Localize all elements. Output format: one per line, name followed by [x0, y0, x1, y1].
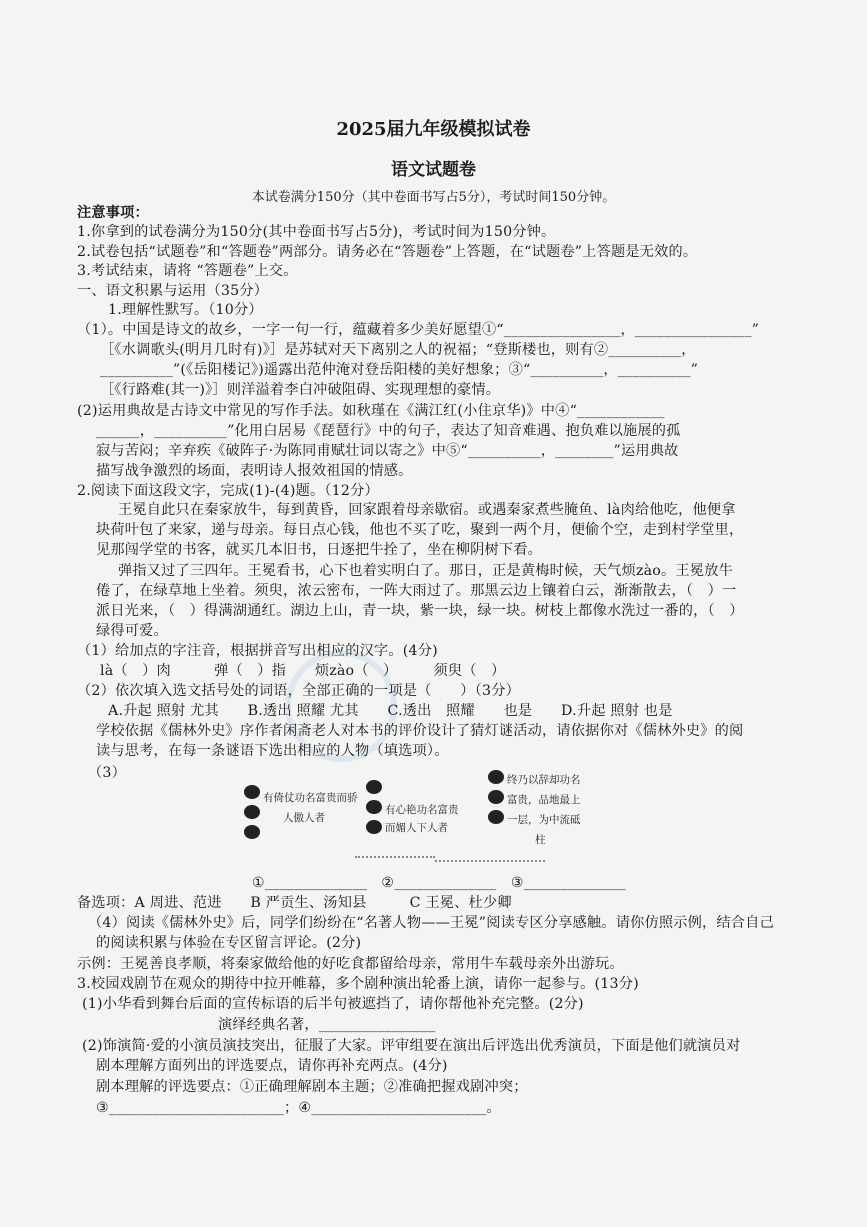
question-label: （3）	[88, 765, 127, 781]
example-line: 示例：王冕善良孝顺，将秦家做给他的好吃食都留给母亲，常用牛车载母亲外出游玩。	[77, 956, 624, 972]
exam-subtitle: 语文试题卷	[391, 160, 476, 180]
riddle-3-line: 终乃以辞却功名	[507, 774, 581, 786]
question-line: (2)饰演简·爱的小演员演技突出，征服了大家。评审组要在演出后评选出优秀演员，下面是他们就演员对	[82, 1038, 741, 1054]
q1-line: 寂与苦闷；辛弃疾《破阵子·为陈同甫赋壮词以寄之》中⑤“__________，________”运用典故	[96, 443, 679, 459]
question-line: 的阅读积累与体验在专区留言评论。(2分)	[96, 935, 362, 951]
riddle-answer-blanks: ①______________ ②______________ ③______________	[252, 875, 626, 891]
passage-line: 块荷叶包了来家，递与母亲。每日点心钱，他也不买了吃，聚到一两个月，便偷个空，走到村学堂里，	[96, 522, 744, 538]
question-line: （2）依次填入选文括号处的词语，全部正确的一项是（ ）（3分）	[77, 683, 520, 699]
passage-line: 派日光来，（ ）得满湖通红。湖边上山，青一块，紫一块，绿一块。树枝上都像水洗过一番的，（ ）	[96, 603, 744, 619]
riddle-3-line: 富贵，品地最上	[507, 794, 581, 806]
q1-line: ［《行路难(其一)》］则洋溢着李白冲破阻碍、实现理想的豪情。	[100, 382, 501, 398]
question-line: 学校依据《儒林外史》序作者闲斋老人对本书的评价设计了猜灯谜活动，请依据你对《儒林外史》的阅	[96, 723, 744, 739]
riddle-1-line: 人傲人者	[283, 812, 325, 824]
q1-line: __________”(《岳阳楼记》)遥露出范仲淹对登岳阳楼的美好想象；③“__________，__________”	[100, 362, 699, 378]
question-title: 2.阅读下面这段文字，完成(1)-(4)题。（12分）	[77, 483, 379, 499]
exam-summary: 本试卷满分150分（其中卷面书写占5分），考试时间150分钟。	[251, 190, 616, 205]
question-title: 3.校园戏剧节在观众的期待中拉开帷幕，多个剧种演出轮番上演，请你一起参与。(13分)	[77, 976, 639, 992]
question-line: 读与思考，在每一条谜语下选出相应的人物（填选项）。	[96, 743, 449, 759]
lantern-icon	[365, 780, 383, 858]
options-line: A.升起 照射 尤其 B.透出 照耀 尤其 C.透出 照耀 也是 D.升起 照射 也是	[108, 703, 673, 719]
cloud-decoration	[435, 854, 545, 862]
riddle-2-line: 而媚人下人者	[385, 822, 448, 834]
question-title: 1.理解性默写。（10分）	[108, 302, 263, 318]
note-item: 2.试卷包括“试题卷”和“答题卷”两部分。请务必在“答题卷”上答题，在“试题卷”上答题是无效的。	[77, 244, 698, 260]
answer-line: 演绎经典名著，________________	[218, 1017, 436, 1033]
q1-line: 描写战争激烈的场面，表明诗人报效祖国的情感。	[96, 463, 413, 479]
riddle-1-line: 有倚仗功名富贵而骄	[263, 792, 358, 804]
passage-line: 弹指又过了三四年。王冕看书，心下也着实明白了。那日，正是黄梅时候，天气烦zào。王冕放牛	[118, 563, 733, 579]
answer-line: ③________________________；④________________________。	[96, 1100, 501, 1116]
question-line: 剧本理解的评选要点：①正确理解剧本主题；②准确把握戏剧冲突；	[96, 1079, 528, 1095]
question-line: （4）阅读《儒林外史》后，同学们纷纷在“名著人物——王冕”阅读专区分享感触。请你仿照示例，结合自己	[88, 915, 774, 931]
passage-line: 王冕自此只在秦家放牛，每到黄昏，回家跟着母亲歇宿。或遇秦家煮些腌鱼、là肉给他吃，他便拿	[118, 502, 736, 518]
q1-line: ［《水调歌头(明月几时有)》］是苏轼对天下离别之人的祝福；“登斯楼也，则有②__________，	[100, 342, 696, 358]
passage-line: 见那闯学堂的书客，就买几本旧书，日逐把牛拴了，坐在柳阴树下看。	[96, 542, 543, 558]
question-line: là（ ）肉 弹（ ）指 烦zào（ ） 须臾（ ）	[100, 663, 506, 679]
riddle-3-line: 柱	[535, 834, 546, 846]
passage-line: 倦了，在绿草地上坐着。须臾，浓云密布，一阵大雨过了。那黑云边上镶着白云，渐渐散去，（ ）一	[96, 583, 737, 599]
choices-line: 备选项：A 周进、范进 B 严贡生、汤知县 C 王冕、杜少卿	[77, 895, 512, 911]
note-item: 3.考试结束，请将 “答题卷”上交。	[77, 263, 298, 279]
q1-line: ______，__________”化用白居易《琵琶行》中的句子，表达了知音难遇、抱负难以施展的孤	[96, 423, 681, 439]
exam-title: 2025届九年级模拟试卷	[336, 119, 531, 140]
cloud-decoration	[355, 850, 435, 858]
section-heading: 一、语文积累与运用（35分）	[77, 283, 269, 299]
q1-line: （1）。中国是诗文的故乡，一字一句一行，蕴藏着多少美好愿望①“________________，________________”	[77, 322, 760, 338]
riddle-2-line: 有心艳功名富贵	[385, 804, 459, 816]
notes-heading: 注意事项：	[77, 205, 149, 221]
question-line: （1）给加点的字注音，根据拼音写出相应的汉字。(4分)	[77, 643, 438, 659]
question-line: 剧本理解方面列出的评选要点，请你再补充两点。(4分)	[96, 1058, 448, 1074]
q1-line: (2)运用典故是古诗文中常见的写作手法。如秋瑾在《满江红(小住京华)》中④“____________	[77, 403, 665, 419]
riddle-3-line: 一层，为中流砥	[507, 814, 581, 826]
lantern-icon	[487, 770, 505, 848]
question-line: (1)小华看到舞台后面的宣传标语的后半句被遮挡了，请你帮他补充完整。(2分)	[82, 996, 584, 1012]
lantern-icon	[243, 785, 261, 863]
lantern-riddles	[235, 774, 635, 880]
note-item: 1.你拿到的试卷满分为150分(其中卷面书写占5分)，考试时间为150分钟。	[77, 224, 556, 240]
passage-line: 绿得可爱。	[96, 623, 168, 639]
